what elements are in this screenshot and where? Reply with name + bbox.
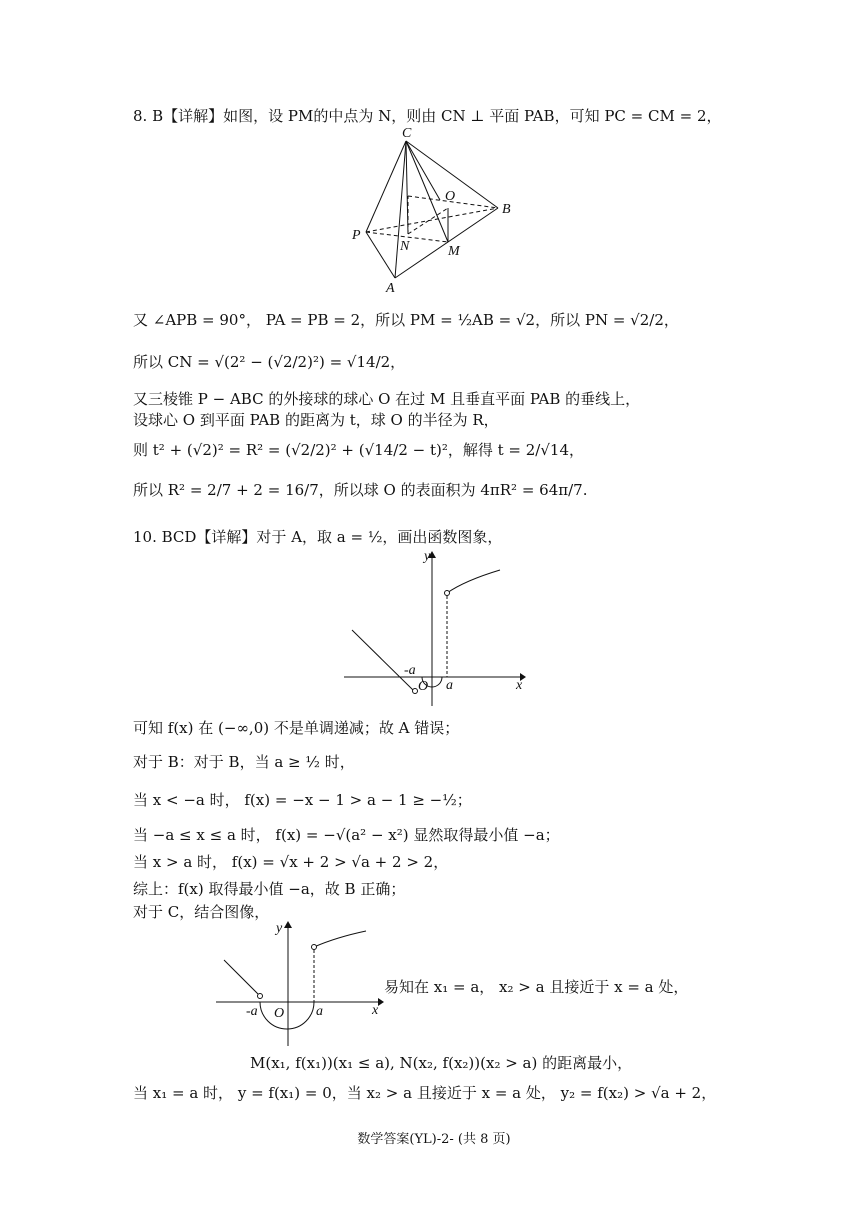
text-line-5: 设球心 O 到平面 PAB 的距离为 t，球 O 的半径为 R， (133, 411, 499, 429)
right-branch (314, 931, 366, 947)
open-point-left (258, 994, 263, 999)
left-branch (224, 960, 258, 994)
label-x: x (516, 678, 523, 693)
text-line-4: 又三棱锥 P − ABC 的外接球的球心 O 在过 M 且垂直平面 PAB 的垂线上， (133, 390, 641, 408)
label-a: A (386, 281, 395, 294)
text-line-2: 又 ∠APB = 90°， PA = PB = 2，所以 PM = ½AB = √2，所以 PN = √2/2， (133, 311, 679, 329)
open-point-right (445, 591, 450, 596)
label-b: B (502, 202, 511, 217)
label-m: M (448, 244, 460, 259)
left-branch (352, 630, 413, 690)
label-neg-a: -a (246, 1004, 258, 1019)
text-line-9: 可知 f(x) 在 (−∞,0) 不是单调递减；故 A 错误； (133, 719, 460, 737)
edge-cn (406, 141, 408, 234)
label-a: a (316, 1004, 323, 1019)
semicircle-branch (260, 1002, 314, 1029)
label-c: C (402, 126, 412, 141)
text-line-12: 当 −a ≤ x ≤ a 时， f(x) = −√(a² − x²) 显然取得最小值 −a； (133, 826, 560, 844)
edge-pa (366, 232, 395, 278)
text-line-17: M(x₁, f(x₁))(x₁ ≤ a), N(x₂, f(x₂))(x₂ > a) 的距离最小， (250, 1054, 633, 1072)
text-line-3: 所以 CN = √(2² − (√2/2)²) = √14/2， (133, 353, 406, 371)
label-p: P (352, 228, 361, 243)
pyramid-figure (348, 124, 538, 294)
label-neg-a: -a (404, 663, 416, 678)
open-point-left (413, 689, 418, 694)
open-point-right (312, 945, 317, 950)
function-graph-2 (212, 918, 392, 1048)
edge-pb (366, 208, 498, 232)
text-line-6: 则 t² + (√2)² = R² = (√2/2)² + (√14/2 − t)²，解得 t = 2/√14， (133, 441, 585, 459)
text-line-7: 所以 R² = 2/7 + 2 = 16/7，所以球 O 的表面积为 4πR² = 64π/7. (133, 481, 588, 499)
label-origin: O (274, 1006, 285, 1021)
text-line-8: 10. BCD【详解】对于 A，取 a = ½，画出函数图象， (133, 528, 503, 546)
text-line-13: 当 x > a 时， f(x) = √x + 2 > √a + 2 > 2， (133, 853, 449, 871)
text-line-11: 当 x < −a 时， f(x) = −x − 1 > a − 1 ≥ −½； (133, 791, 472, 809)
text-line-1: 8. B【详解】如图，设 PM的中点为 N，则由 CN ⊥ 平面 PAB，可知 PC = CM = 2， (133, 107, 722, 125)
x-arrow (378, 998, 384, 1006)
text-line-10: 对于 B：对于 B，当 a ≥ ½ 时， (133, 753, 355, 771)
text-line-18: 当 x₁ = a 时， y = f(x₁) = 0，当 x₂ > a 且接近于 x = a 处， y₂ = f(x₂) > √a + 2， (133, 1084, 717, 1102)
page-footer: 数学答案(YL)-2- (共 8 页) (357, 1132, 511, 1147)
text-line-15: 对于 C，结合图像， (133, 903, 270, 921)
label-o: O (445, 189, 456, 204)
label-y: y (276, 921, 283, 936)
y-arrow (284, 921, 292, 928)
edge-on (408, 208, 448, 234)
label-origin: O (418, 679, 429, 694)
text-line-16: 易知在 x₁ = a， x₂ > a 且接近于 x = a 处， (384, 978, 689, 996)
right-branch (447, 570, 500, 593)
edge-ab (395, 208, 498, 278)
label-x: x (372, 1003, 379, 1018)
label-a: a (446, 678, 453, 693)
text-line-14: 综上：f(x) 取得最小值 −a，故 B 正确； (133, 880, 406, 898)
function-graph-1 (340, 548, 530, 708)
label-y: y (424, 549, 431, 564)
label-n: N (400, 239, 410, 254)
edge-co (406, 141, 440, 200)
